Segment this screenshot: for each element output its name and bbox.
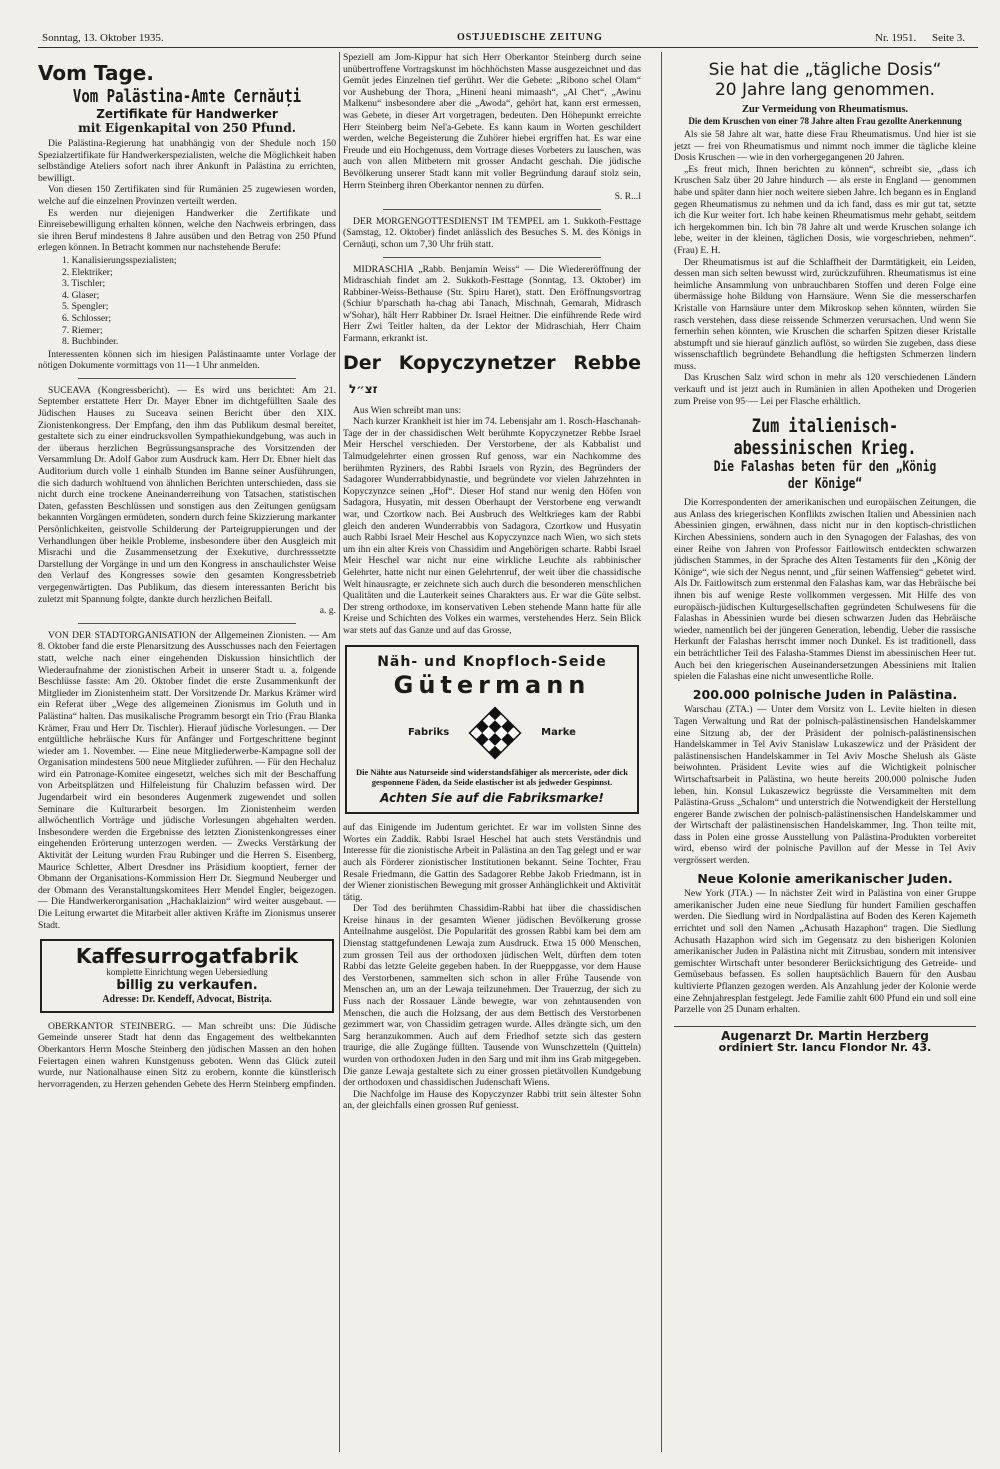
header-rule bbox=[38, 47, 978, 48]
page-number: Seite 3. bbox=[932, 32, 965, 44]
article-paragraph: „Es freut mich, Ihnen berichten zu können“, schreibt sie, „dass ich Kruschen Salz über 20 Jahre hindurch — als erste in England — genommen habe und später dann hier noch weitere sieben Jahre. Ich begann es in England gegen Rheumatismus zu nehmen und da ich fand, dass es mir gut tat, setzte ich die Kur weiter fort. Ich habe keinen Rheumatismus mehr gehabt, seitdem ich hergekommen bin. Ich bin 78 Jahre alt und werde Kruschen solange ich lebe, weiter in der kleinen, täglichen Dosis, wie vorgeschrieben, nehmen“. (Frau) E. H. bbox=[674, 163, 976, 256]
column-rule bbox=[661, 52, 662, 1452]
article-paragraph: Der Tod des berühmten Chassidim-Rabbi hat über die chassidischen Kreise hinaus in der gesamten Wiener jüdischen Bevölkerung grosse Anteilnahme ausgelöst. Die Popularität des grossen Rabbi kam bei dem am Dienstag stattgefundenen Lewaja zum Ausdruck. Etwa 15 000 Menschen, zum grossen Teil aus der orthodoxen jüdischen Welt, dürften dem toten Rabbi das letzte Geleite gegeben haben. In der Rueppgasse, vor dem Hause des Verstorbenen, sammelten sich schon in aller Frühe Tausende von Menschen an, um an der Lewaja teilzunehmen. Der Trauerzug, der sich zu Fuss nach der Rossauer Lände bewegte, war von zehntausenden von Menschen, die auch die Holzsang, der aus dem Bettisch des Verstorbenen gezimmert war, von Chassidim getragen wurde. Alles drängte sich, um den Sarg heranzukommen. Auch auf dem Friedhof setzte sich das gestern traurige, die alle Zugänge füllten. Tausende von Wunschzetteln (Quitteln) wurden von orthodoxen Juden in den Sarg und mit ihm ins Grab mitgegeben. Die ganze Lewaja gestaltete sich zu einer grossen pietätvollen Kundgebung der orthodoxen und chassidischen Judenschaft Wiens. bbox=[343, 903, 641, 1089]
divider bbox=[383, 209, 601, 210]
article-paragraph: Das Kruschen Salz wird schon in mehr als 120 verschiedenen Ländern verkauft und ist jetzt auch in Rumänien in allen Apotheken und Drogerien zum Preise von 95·— Lei per Flasche erhältlich. bbox=[674, 372, 976, 407]
divider bbox=[78, 378, 296, 379]
profession-list bbox=[62, 255, 336, 348]
article-paragraph: Interessenten können sich im hiesigen Palästinaamte unter Vorlage der nötigen Dokumente vormittags von 11—1 Uhr anmelden. bbox=[38, 348, 336, 372]
article-paragraph: New York (JTA.) — In nächster Zeit wird in Palästina von einer Gruppe amerikanischer Juden eine neue Siedlung für hundert Familien geschaffen werden. Die Siedlung wird in Nordpalästina auf Boden des Keren Kajemeth errichtet und soll den Namen „Achusath Hazaphon“ tragen. Die Siedlung Achusath Hazaphon wird sich im Gegensatz zu den bisherigen Kolonien amerikanischer Juden in Palästina nicht mit Zitrusbau, sondern mit intensiver gemischter Wirtschaft unter besonderer Berücksichtigung des Getreide- und Gemüsebaus befassen. Es sollen hauptsächlich Bauern für den Ausbau kultivierte Pflanzen gezogen werden. Als Anzahlung jeder der Kolonie werde eine Zehnjahresplan festgelegt. Jede Familie zahlt 600 Pfund ein und soll eine Parzelle von 25 Dunam erhalten. bbox=[674, 888, 976, 1016]
issue-number: Nr. 1951. bbox=[875, 32, 917, 44]
article-subheadline: Die dem Kruschen von einer 78 Jahre alten Frau gezollte Anerkennung bbox=[688, 116, 962, 126]
article-subheadline: Zur Vermeidung von Rheumatismus. bbox=[741, 104, 909, 115]
chessboard-logo-icon bbox=[467, 705, 523, 761]
list-item: 8. Buchbinder. bbox=[62, 336, 119, 348]
article-headline: Neue Kolonie amerikanischer Juden. bbox=[697, 870, 953, 886]
article-paragraph: SUCEAVA (Kongressbericht). — Es wird uns berichtet: Am 21. September erstattete Herr Dr. Mayer Ebner im dichtgefüllten Saale des Jüdischen Hauses zu Suceava seinen Bericht über den XIX. Zionistenkongress. Der Empfang, den ihm das Publikum desmal bereitet, gestaltete sich zu einer eindrucksvollen Sympathiekundgebung, was auch in der überaus herzlichen Begrüssungsansprache des Vorsitzenden der Versammlung Dr. Adolf Gabor zum Ausdruck kam. Herr Dr. Ebner hielt das Auditorium durch volle 1 einhalb Stunden im Banne seiner Ausführungen, die sich dadurch wohltuend von ähnlichen Berichten unterschieden, dass sie nicht durch eine trockene Aneinanderreihung von Tatsachen, statistischen Daten, gefassten Beschlüssen und sonstigen aus den Zeitungen genügsam bekannten Vorgängen ermüdeten, sondern durch feine Skizzierung markanter Persönlichkeiten, geistvolle Schilderung der Parteigruppierungen und der Verhandlungen über heikle Probleme, insbesondere über den Ausgleich mit Misrachi und die Zusammensetzung der Exekutive, durchresssetzte Darstellung der Vorgänge in und um den Kongress in anschaulichster Weise den Verlauf des Kongresses sowie den gesamten Kongressbetrieb vergegenwärtigten. Das Publikum, das diesem interessanten Bericht bis zuletzt mit Spannung folgte, dankte durch herzlichen Beifall. bbox=[38, 384, 336, 605]
ad-logo-row bbox=[353, 705, 631, 761]
list-item: 6. Schlosser; bbox=[62, 312, 112, 324]
column-right bbox=[674, 52, 976, 1054]
article-paragraph: MIDRASCHIA „Rabb. Benjamin Weiss“ — Die Wiedereröffnung der Midraschiah findet am 2. Sukkoth-Festtage (Sonntag, 13. Oktober) im Rabbiner-Weiss-Bethause (Str. Spiru Haret), statt. Den Eröffnungsvortrag (Schiur b'parschath ha-chag abi Tanach, Mischnah, Gemarah, Midrasch w'Sohar), hält Herr Rabbiner Dr. Israel Heitner. Die einführende Rede wird Herr Zwi Teitler halten, da der Lektor der Midraschiah, Herr Chaim Farmann, erkrankt ist. bbox=[343, 263, 641, 345]
article-paragraph: Der Rheumatismus ist auf die Schlaffheit der Darmtätigkeit, ein Leiden, dessen man sich selten bewusst wird, zurückzuführen. Rheumatismus ist eine heimliche Ansammlung von unbrauchbaren Stoffen und deren Folge eine übermässige hohe Bildung von Harnsäure. Wenn Sie die messerscharfen Kristalle von Harnsäure unter dem Mikroskop sehen könnten, würden Sie rasch verstehen, dass diese reissende Schmerzen verursachen. Und wenn Sie fernerhin sehen könnten, wie Kruschen die scharfen Spitzen dieser Kristalle abstumpft und sie hierauf gänzlich auflöst, so würden Sie zugeben, dass diese wissenschaftlich begründete Behandlung die heftigsten Schmerzen lindern muss. bbox=[674, 256, 976, 372]
ad-text: komplette Einrichtung wegen Uebersiedlung bbox=[106, 967, 268, 978]
divider bbox=[383, 257, 601, 258]
ad-text: billig zu verkaufen. bbox=[116, 978, 258, 994]
advertisement-box bbox=[345, 645, 639, 815]
list-item: 4. Glaser; bbox=[62, 289, 100, 301]
ad-title: Augenarzt Dr. Martin Herzberg bbox=[721, 1028, 929, 1043]
ad-title: Näh- und Knopfloch-Seide bbox=[377, 653, 607, 670]
article-paragraph: Warschau (ZTA.) — Unter dem Vorsitz von L. Levite hielten in diesen Tagen Verwaltung und Rat der polnisch-palästinensischen Handelskammer eine Sitzung ab, der der Präsident der polnisch-palästinensischen Handelskammer in Tel Aviv Stanislaw Lukaszewicz und der Präsident der palästinensischen Handelskammer in Tel Aviv Mosche Shelush als Gäste beiwohnten. Präsident Levite wies auf die Wichtigkeit polnischer Wirtschaftsarbeit in Palästina, wo heute bereits 200.000 polnische Juden leben, hin. Konsul Lukaszewicz begrüsste die Versammelten mit dem Palästina-Gruss „Schalom“ und unterstrich die Notwendigkeit der Herstellung engerer Bande zwischen der polnisch-palästinensischen Handelskammer und der Wirtschaft der palästinensischen Handelskammer, Ing. Thon teilte mit, dass in Polen eine grosse Ausstellung von Palästina-Produkten vorbereitet wird, ebenso wird der polnische Pavillon auf der Messe in Tel Aviv vergrössert werden. bbox=[674, 704, 976, 867]
article-subheadline: mit Eigenkapital von 250 Pfund. bbox=[78, 121, 296, 135]
article-paragraph: DER MORGENGOTTESDIENST IM TEMPEL am 1. Sukkoth-Festtage (Samstag, 12. Oktober) findet anlässlich des Besuches S. M. des Königs in Cernăuți, schon um 7,30 Uhr früh statt. bbox=[343, 215, 641, 250]
list-item: 3. Tischler; bbox=[62, 278, 106, 290]
article-paragraph: Nach kurzer Krankheit ist hier im 74. Lebensjahr am 1. Rosch-Haschanah-Tage der in der chassidischen Welt berühmte Kopyczynetzer Rebbe Israel Meir Herschel verschieden. Der Verstorbene, der als Kabbalist und Talmudgelehrter einen grossen Ruf genoss, war ein Nachkomme des berühmten Ryziners, des Rabbi Israels von Ryzin, des Begründers der Sadagorer Wunderrabbidynastie, und begründete vor vielen Jahrzehnten in Kopyczynzce seinen „Hof“. Dieser Hof stand nur wenig den Höfen von Sadagora, Husyatin, mit dessen Oberhaupt der Verstorbene eng verwandt war, und Czortkow nach. Bei Ausbruch des Weltkrieges kam der Rabbi gleich den anderen Wunderrabbis von Sadagora, Czortkow und Husyatin auch Rabbi Israel Meir Heschel aus Kopyczynzce nach Wien, wo sich stets um ihn ein alter Kreis von Chassidim und Angehörigen scharte. Rabbi Israel Meir Heschel war nicht nur eine wirkliche Leuchte als rabbinischer Gelehrter, hatte nicht nur einen Gelehrtenruf, der weit über die chassidische Welt hinausragte, er zeichnete sich auch durch die besonderen menschlichen Qualitäten und die Lauterkeit seines Charakters aus. Er war die Güte selbst. Der streng orthodoxe, im konservativen Leben stehende Mann hatte für alle Kreise und Schichten des Volkes ein warmes, verstehendes Herz. Sein Blick war stets auf das Ganze und auf das Grosse, bbox=[343, 416, 641, 636]
list-item: 1. Kanalisierungsspezialisten; bbox=[62, 254, 177, 266]
article-signature: a. g. bbox=[319, 605, 336, 617]
ad-logo-right-label: Marke bbox=[541, 726, 576, 738]
divider bbox=[78, 623, 296, 624]
article-headline bbox=[674, 60, 976, 100]
ad-title: Kaffesurrogatfabrik bbox=[75, 944, 299, 969]
article-paragraph: Die Palästina-Regierung hat unabhängig von der Shedule noch 150 Spezialzertifikate für Handwerkerspezialisten, welche die Möglichkeit haben selbständige Ateliers sofort nach ihrer Ankunft in Palästina zu errichten, bewilligt. bbox=[38, 138, 336, 184]
article-signature: S. R...l bbox=[614, 191, 641, 203]
list-item: 2. Elektriker; bbox=[62, 266, 113, 278]
headline-line: 20 Jahre lang genommen. bbox=[714, 80, 935, 100]
headline-hebrew: זצ״ל bbox=[349, 381, 378, 396]
article-paragraph: Die Korrespondenten der amerikanischen und europäischen Zeitungen, die aus Anlass des kriegerischen Konflikts zwischen Italien und Abessinien nach Abessinien gingen, erwähnen, dass nicht nur in den koptisch-christlichen Kirchen Abessiniens, sondern auch in den Synagogen der Falashas, des von einer Reihe von Jahren von Professor Faitlowitsch entdeckten schwarzen jüdischen Stammes, in der Sprache des Alten Testaments für den „König der Könige“, wie sich der Negus nennt, und „für seinen Waffensieg“ gebetet wird. Als Dr. Faitlowitsch zum erstenmal den Falashas kam, war das Hebräische bei ihnen bis auf wenige Reste vollkommen vergessen. Mit Hilfe des von europäisch-jüdischen Kulturgesellschaften gegründeten Schulwesens für die Falashas in Abessinien wurde bei diesen schwarzen Juden das Hebräische wieder, namentlich bei der jüngeren Generation, lebendig. Ueber die rassische Herkunft der Falashas herrscht immer noch Dunkel. Es ist traditionell, dass ein beträchtlicher Teil des Falasha-Stammes Dienst im abessinischen Heer tut. Auch bei den kriegerischen Auseinandersetzungen Abessiniens mit Italien spielen die Falashas eine nicht unwesentliche Rolle. bbox=[674, 497, 976, 683]
headline-text: Der Kopyczynetzer Rebbe bbox=[343, 351, 641, 374]
article-paragraph: VON DER STADTORGANISATION der Allgemeinen Zionisten. — Am 8. Oktober fand die erste Plenarsitzung des Ausschusses nach den Feiertagen statt, welche nach einer eingehenden Diskussion hinsichtlich der Wiederaufnahme der zionistischen Arbeit in unserer Stadt u. a. folgende Beschlüsse fasste: Am 20. Oktober findet die erste Zusammenkunft der Mitglieder im Zionistenheim statt. Der Vorsitzende Dr. Markus Krämer wird ein Referat über „Wege des allgemeinen Zionismus im Goluth und in Palästina“ halten. Das musikalische Programm besorgt ein Trio (Frau Blanka Krämer, Frau und Herr Dr. Tischler). Hierauf jüdische Vorlesungen. — Der entgültliche hebräische Kurs für Anfänger und Fortgeschrittene beginnt wieder am 1. November. — Eine neue Mitgliederwerbe-Kampagne soll der Organisation mindestens 500 neue Mitglieder zuführen. — Für den Hechaluz wird ein Patronage-Komitee eingesetzt, welches sich mit der Beschaffung von Arbeitsplätzen und Hilfeleistung für Chaluzim befassen wird. Der Jugendarbeit wird ein besonderes Augenmerk zugewendet und sollen Seminare die Kulturarbeit besorgen. Im Zionistenheim werden allwöchentlich Vorträge und jüdische Vorlesungen abgehalten werden. Insbesondere werden die Ergebnisse des letzten Zionistenkongresses einer eingehenden Erörterung unterzogen werden. — Zwecks Verstärkung der Aktivität der Leitung wurden Frau Rubinger und die Herren S. Eisenberg, Maurice Schletter, Albert Dresdner ins Präsidium kooptiert, ferner der Obmann der Organisations-Kommission Herr Dr. Siegmund Neuberger und der Obmann des Veranstaltungskomitees Herr Mendel Engler, beigezogen. — Die Handwerkerorganisation „Hachaklaizion“ wird weiter ausgebaut. — Die Leitung erwartet die Mitarbeit aller aktiven Kräfte im Zionismus unserer Stadt. bbox=[38, 629, 336, 931]
article-headline: 200.000 polnische Juden in Palästina. bbox=[692, 686, 958, 702]
article-paragraph: Speziell am Jom-Kippur hat sich Herr Oberkantor Steinberg durch seine unübertroffene Vortragskunst im höchhöchsten Masse ausgezeichnet und das Gemüt jedes Einzelnen tief gerührt. Wer die Gebete: „Ribono schel Olam“ vor Aushebung der Thora, „Hineni heani mimaash“, „Al Chet“, „Awinu Malkenu“ insbesondere aber die „Awoda“, gehört hat, kann erst ermessen, was Gebete, in dieser Art vorgetragen, bedeuten. Den Höhepunkt erreichte Herr Steinberg beim Nel'a-Gebete. Es kann kaum in Worten geschildert werden, welche Begeisterung die Zuhörer hiebei ergriffen hat. Es war eine Freude und ein Hochgenuss, dem Vortrage dieses Vorbeters zu lauschen, was auch von allen Mitbetern mit grosser Andacht geschah. Die jüdische Bevölkerung unserer Stadt kann mit voller Begründung darauf stolz sein, Herrn Steinberg ihren Oberkantor nennen zu dürfen. bbox=[343, 52, 641, 191]
ad-address: ordiniert Str. Iancu Flondor Nr. 43. bbox=[718, 1041, 932, 1055]
article-headline: Vom Palästina-Amte Cernăuți bbox=[72, 86, 302, 107]
article-subheadline: Die Falashas beten für den „König der Könige“ bbox=[713, 459, 937, 493]
ad-text: Die Nähte aus Naturseide sind widerstandsfähiger als merceriste, oder dick gesponnene Fäden, da Seide elastischer ist als jedweder Gespinnst. bbox=[356, 766, 628, 787]
ad-logo-left-label: Fabriks bbox=[408, 726, 450, 738]
list-item: 5. Spengler; bbox=[62, 301, 109, 313]
article-paragraph: auf das Einigende im Judentum gerichtet. Er war im vollsten Sinne des Wortes ein Zaddik. Rabbi Israel Heschel hat auch stets Verständnis und Interesse für die zionistische Arbeit in Palästina an den Tag gelegt und er war auch als Förderer zionistischer Institutionen bekannt. Seine Tochter, Frau Resale Friedmann, die Gattin des Sadagorer Rebbe Jakob Friedmann, ist in der Wiener zionistischen Bewegung mit grosser Anhänglichkeit und Aktivität tätig. bbox=[343, 822, 641, 903]
ad-address: Adresse: Dr. Kendeff, Advocat, Bistrița. bbox=[102, 994, 272, 1006]
article-paragraph: Von diesen 150 Zertifikaten sind für Rumänien 25 zugewiesen worden, welche auf die einzelnen Provinzen verteilt werden. bbox=[38, 184, 336, 207]
advertisement-box bbox=[674, 1026, 976, 1054]
ad-brand: Gütermann bbox=[393, 670, 591, 699]
column-middle bbox=[343, 52, 641, 1112]
column-rule bbox=[339, 52, 340, 1452]
headline-line: Sie hat die „tägliche Dosis“ bbox=[708, 60, 942, 80]
section-kicker: Vom Tage. bbox=[38, 61, 154, 85]
issue-date: Sonntag, 13. Oktober 1935. bbox=[42, 32, 164, 44]
column-left bbox=[38, 52, 336, 1090]
article-paragraph: Es werden nur diejenigen Handwerker die Zertifikate und Einreisebewilligung erhalten können, welche den Nachweis erbringen, dass sie ihren Beruf mindestens 8 Jahre ausüben und den Betrag von 250 Pfund erlegen können. In Betracht kommen nur nachstehende Berufe: bbox=[38, 207, 336, 254]
article-paragraph: Als sie 58 Jahre alt war, hatte diese Frau Rheumatismus. Und hier ist sie jetzt — frei von Rheumatismus und nimmt noch immer die tägliche kleine Dosis Kruschen — wie in den vorhergegangenen 20 Jahren. bbox=[674, 129, 976, 164]
article-headline bbox=[343, 351, 641, 401]
ad-slogan: Achten Sie auf die Fabriksmarke! bbox=[380, 790, 604, 805]
page-header bbox=[42, 32, 977, 48]
article-dateline: Aus Wien schreibt man uns: bbox=[353, 404, 462, 416]
article-subheadline: Zertifikate für Handwerker bbox=[96, 107, 278, 121]
newspaper-name: OSTJUEDISCHE ZEITUNG bbox=[457, 32, 603, 43]
article-paragraph: OBERKANTOR STEINBERG. — Man schreibt uns: Die Jüdische Gemeinde unserer Stadt hat denn das Engagement des weltbekannten Oberkantors Herrn Mosche Steinberg den jüdischen Massen an den hohen Feiertagen einen wahren Kunstgenuss geboten. Wenn das Glück zuteil wurde, nur Nationalhause einen Sitz zu erobern, konnte die künstlerisch hervorragenden, zu Herzen gehenden Gebete des Herrn Steinberg empfinden. bbox=[38, 1020, 336, 1090]
article-paragraph: Die Nachfolge im Hause des Kopyczynzer Rabbi tritt sein ältester Sohn an, der gleichfalls einen grossen Ruf geniesst. bbox=[343, 1088, 641, 1112]
list-item: 7. Riemer; bbox=[62, 324, 103, 336]
advertisement-box bbox=[40, 939, 334, 1013]
article-headline: Zum italienisch-abessinischen Krieg. bbox=[733, 415, 917, 460]
